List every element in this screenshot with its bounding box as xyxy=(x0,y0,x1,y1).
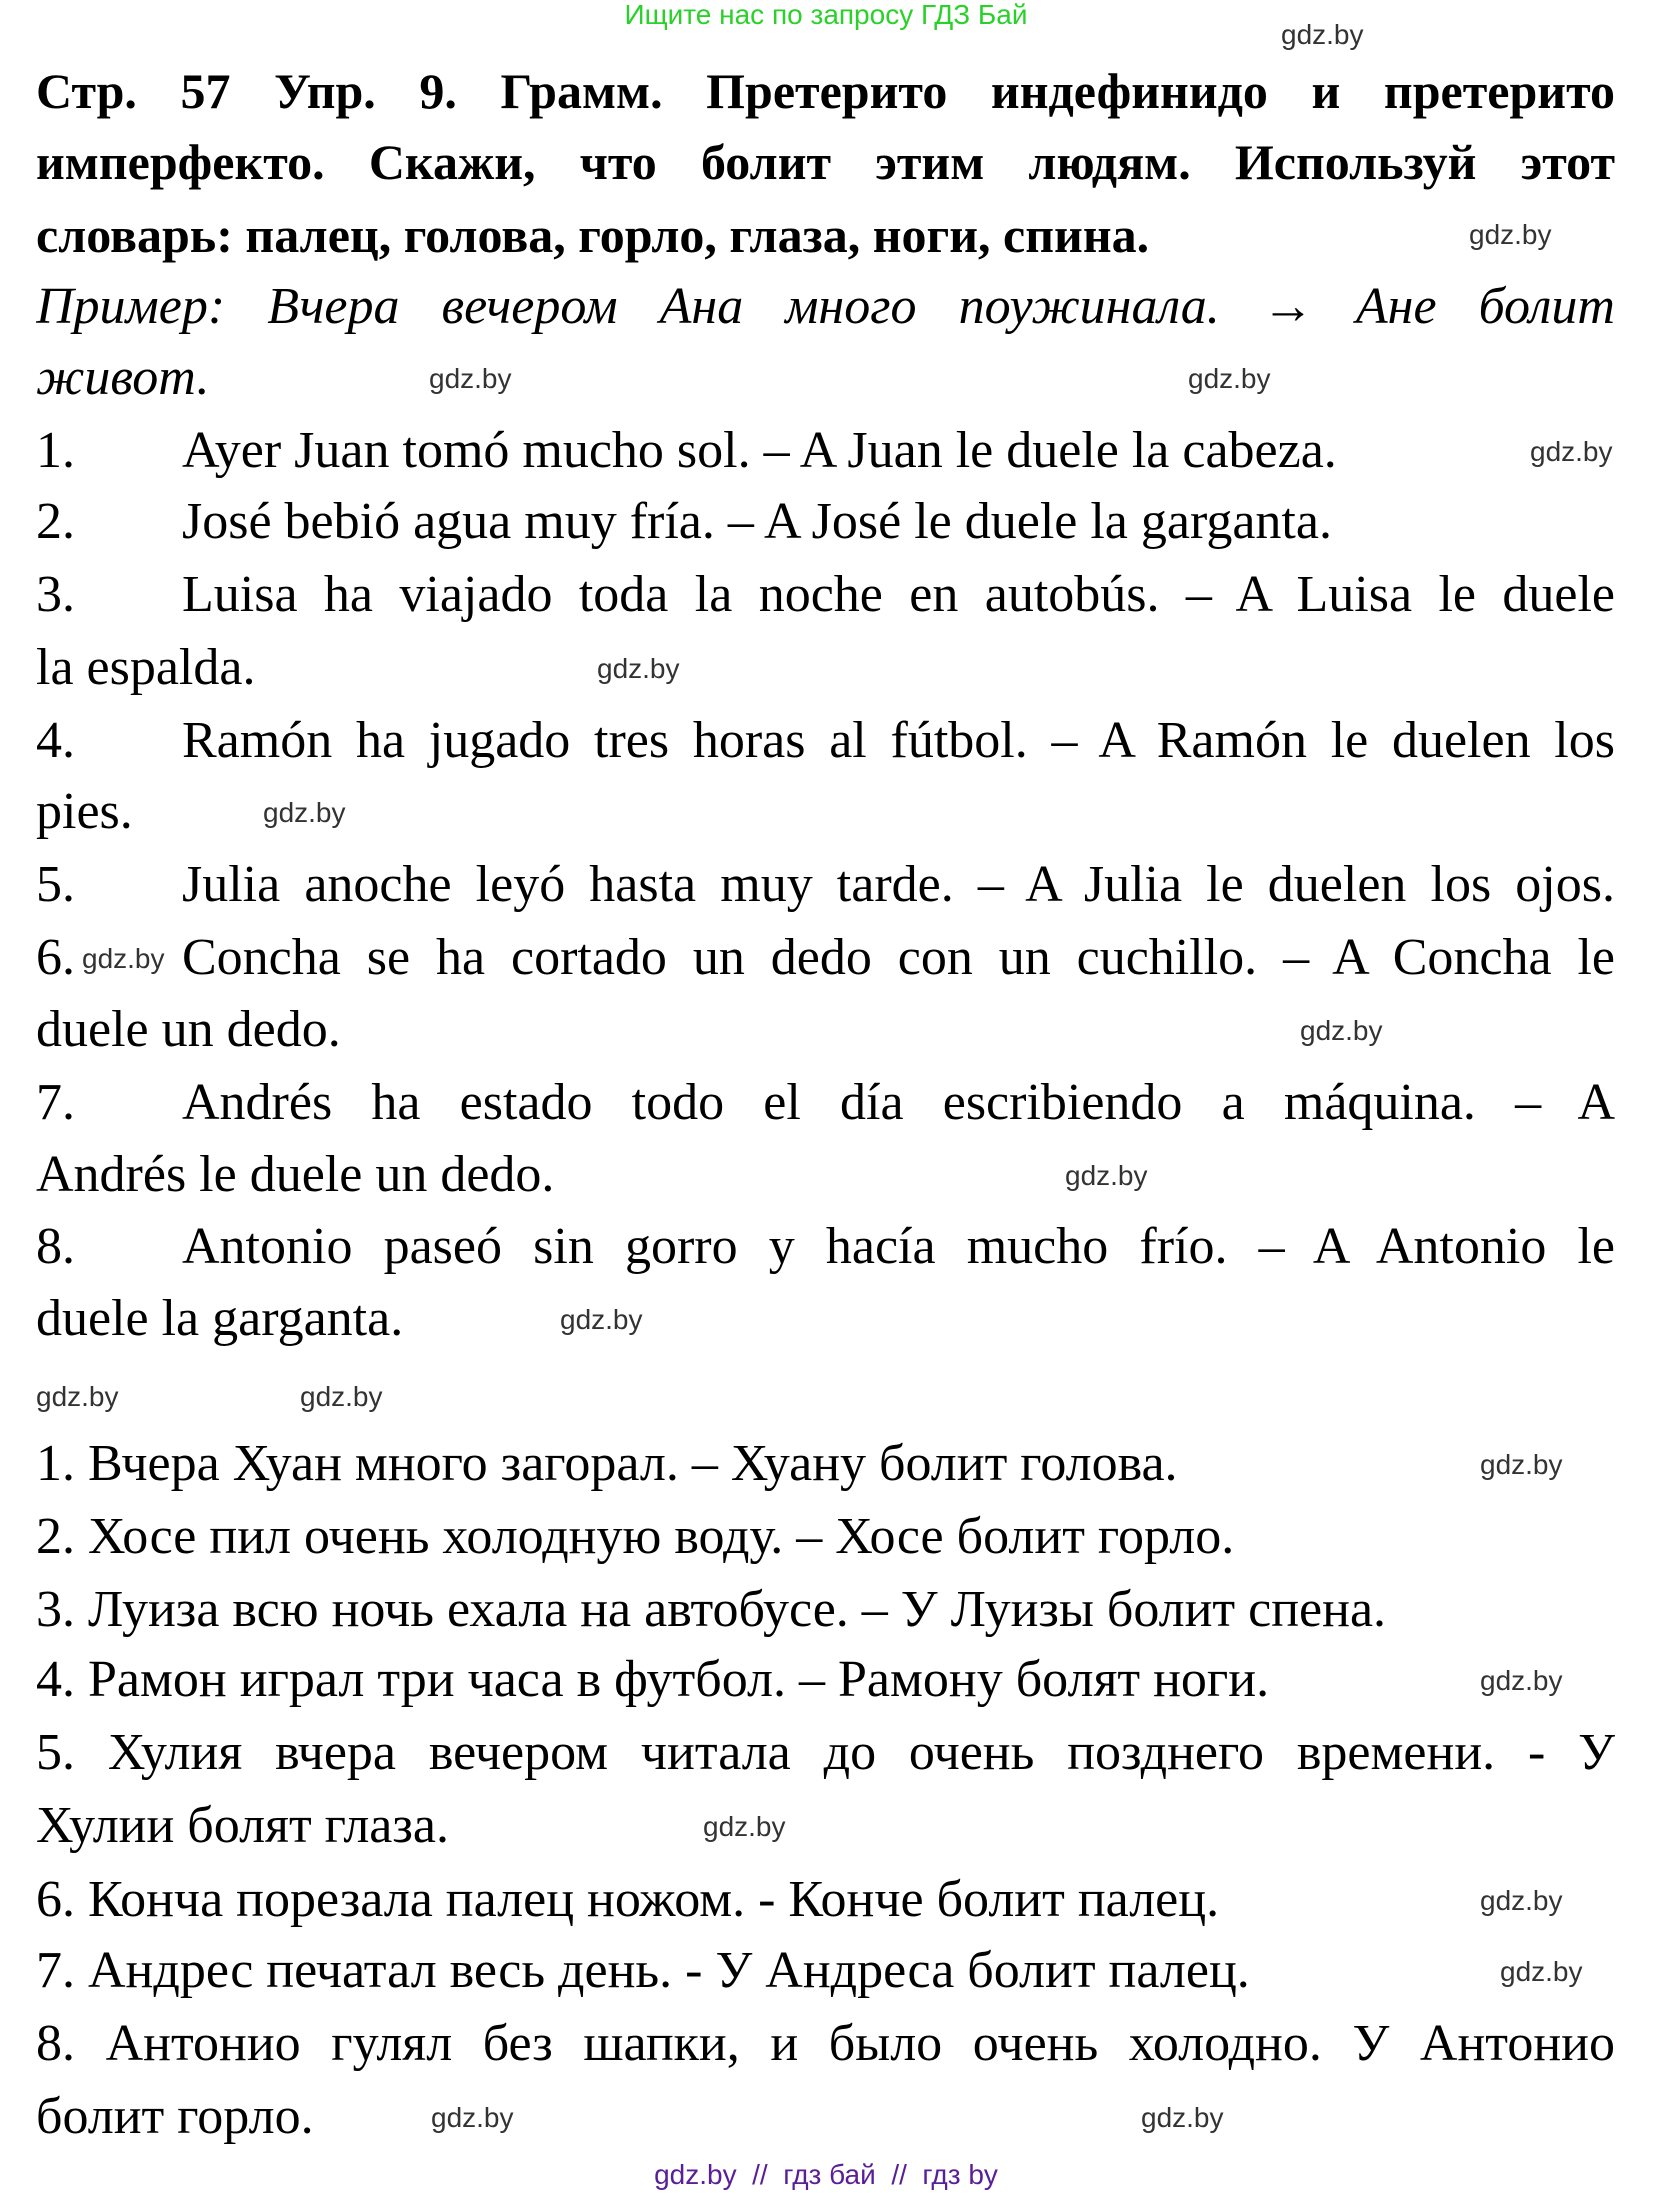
item-number: 8. xyxy=(36,1218,75,1275)
spanish-item-6 xyxy=(36,922,1615,994)
item-text: Luisa ha viajado toda la noche en autobús. – A Luisa le duele xyxy=(182,566,1615,623)
item-number: 4. xyxy=(36,712,75,769)
example-line-2: живот. xyxy=(36,349,210,406)
russian-line-3: 3. Луиза всю ночь ехала на автобусе. – У Луизы болит спена. xyxy=(36,1581,1387,1638)
spanish-item-4 xyxy=(36,705,1615,777)
spanish-item-8 xyxy=(36,1211,1615,1283)
watermark: gdz.by xyxy=(597,653,680,684)
spanish-item-6-cont: duele un dedo. xyxy=(36,1001,341,1058)
spanish-item-7 xyxy=(36,1067,1615,1139)
watermark: gdz.by xyxy=(703,1811,786,1842)
watermark: gdz.by xyxy=(429,363,512,394)
watermark: gdz.by xyxy=(1500,1956,1583,1987)
watermark: gdz.by xyxy=(1065,1160,1148,1191)
russian-line-4: 4. Рамон играл три часа в футбол. – Рамону болят ноги. xyxy=(36,1651,1270,1708)
watermark: gdz.by xyxy=(560,1304,643,1335)
item-text: Andrés ha estado todo el día escribiendo a máquina. – A xyxy=(182,1074,1615,1131)
watermark: gdz.by xyxy=(82,943,165,974)
spanish-item-3-cont: la espalda. xyxy=(36,639,256,696)
spanish-item-3 xyxy=(36,559,1615,631)
russian-line-9: 8. Антонио гулял без шапки, и было очень холодно. У Антонио xyxy=(36,2015,1615,2072)
item-text: José bebió agua muy fría. – A José le duele la garganta. xyxy=(182,493,1332,550)
spanish-item-4-cont: pies. xyxy=(36,783,133,840)
russian-line-6: Хулии болят глаза. xyxy=(36,1797,450,1854)
item-text: Ayer Juan tomó mucho sol. – A Juan le duele la cabeza. xyxy=(182,422,1337,479)
item-number: 7. xyxy=(36,1074,75,1131)
russian-line-1: 1. Вчера Хуан много загорал. – Хуану болит голова. xyxy=(36,1435,1178,1492)
russian-line-8: 7. Андрес печатал весь день. - У Андреса болит палец. xyxy=(36,1942,1250,1999)
item-text: Julia anoche leyó hasta muy tarde. – A Julia le duelen los ojos. xyxy=(182,856,1615,913)
watermark: gdz.by xyxy=(1480,1449,1563,1480)
russian-line-5: 5. Хулия вчера вечером читала до очень позднего времени. - У xyxy=(36,1724,1615,1781)
spanish-item-7-cont: Andrés le duele un dedo. xyxy=(36,1146,555,1203)
watermark: gdz.by xyxy=(1188,363,1271,394)
watermark: gdz.by xyxy=(1530,436,1613,467)
footer-links[interactable]: gdz.by // гдз бай // гдз by xyxy=(654,2159,998,2190)
spanish-item-8-cont: duele la garganta. xyxy=(36,1290,404,1347)
russian-line-10: болит горло. xyxy=(36,2088,314,2145)
russian-line-7: 6. Конча порезала палец ножом. - Конче болит палец. xyxy=(36,1871,1220,1928)
item-number: 2. xyxy=(36,493,75,550)
spanish-item-5 xyxy=(36,849,1615,921)
watermark: gdz.by xyxy=(1281,19,1364,50)
example-line-1: Пример: Вчера вечером Ана много поужинала. → Ане болит xyxy=(36,278,1615,335)
watermark: gdz.by xyxy=(431,2102,514,2133)
russian-line-2: 2. Хосе пил очень холодную воду. – Хосе болит горло. xyxy=(36,1508,1235,1565)
title-line-2: имперфекто. Скажи, что болит этим людям. Используй этот xyxy=(36,134,1615,190)
item-text: Concha se ha cortado un dedo con un cuchillo. – A Concha le xyxy=(182,929,1615,986)
watermark: gdz.by xyxy=(300,1381,383,1412)
watermark: gdz.by xyxy=(1300,1015,1383,1046)
item-number: 5. xyxy=(36,856,75,913)
watermark: gdz.by xyxy=(36,1381,119,1412)
watermark: gdz.by xyxy=(1469,219,1552,250)
item-text: Antonio paseó sin gorro y hacía mucho frío. – A Antonio le xyxy=(182,1218,1615,1275)
title-line-3: словарь: палец, голова, горло, глаза, ноги, спина. xyxy=(36,207,1150,263)
header-banner[interactable]: Ищите нас по запросу ГДЗ Бай xyxy=(624,0,1028,30)
watermark: gdz.by xyxy=(1480,1885,1563,1916)
item-number: 6. xyxy=(36,929,75,986)
watermark: gdz.by xyxy=(1141,2102,1224,2133)
item-number: 3. xyxy=(36,566,75,623)
watermark: gdz.by xyxy=(1480,1665,1563,1696)
item-number: 1. xyxy=(36,422,75,479)
item-text: Ramón ha jugado tres horas al fútbol. – A Ramón le duelen los xyxy=(182,712,1615,769)
title-line-1: Стр. 57 Упр. 9. Грамм. Претерито индефинидо и претерито xyxy=(36,63,1615,119)
watermark: gdz.by xyxy=(263,797,346,828)
